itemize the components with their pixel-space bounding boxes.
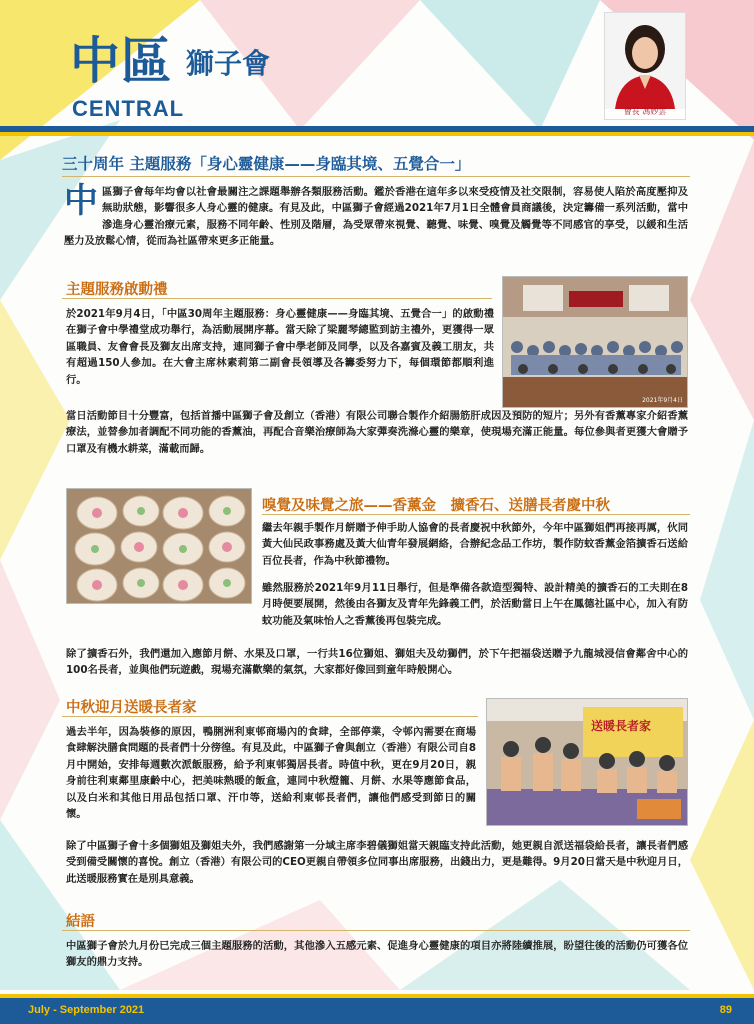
- photo-banner-text: 送暖長者家: [591, 719, 652, 733]
- divider: [62, 930, 690, 931]
- page-number: 89: [719, 1004, 732, 1016]
- section-title-mid-autumn: 中秋迎月送暖長者家: [66, 700, 197, 716]
- aroma-stones-photo: [66, 488, 252, 604]
- aroma-paragraph-1: 繼去年親手製作月餅贈予伸手助人協會的長者慶祝中秋節外，今年中區獅姐們再接再厲，伙同黃大仙民政事務處及黃大仙青年發展網絡，合辦紀念品工作坊，製作防蚊香薰金箔擴香石送給百位長者，作為中秋節禮物。: [262, 522, 688, 567]
- intro-text: 區獅子會每年均會以社會最關注之課題舉辦各類服務活動。鑑於香港在這年多以來受疫情及社交限制，容易使人陷於高度壓抑及無助狀態，影響很多人身心靈的健康。有見及此，中區獅子會經過2021年7月1日全體會員商議後，決定籌備一系列活動，當中滲進身心靈治療元素，服務不同年齡、性別及階層，為受眾帶來視覺、聽覺、味覺、嗅覺及觸覺等不同感官的享受，以緩和生活壓力及放鬆心情，從而為社區帶來更多正能量。: [64, 186, 688, 248]
- section-title-conclusion: 結語: [66, 914, 95, 930]
- aroma-paragraph-3: 除了擴香石外，我們還加入應節月餅、水果及口罩，一行共16位獅姐、獅姐夫及幼獅們，於下午把福袋送贈予九龍城浸信會鄰舍中心的100名長者，並與他們玩遊戲，現場充滿歡樂的氣氛，大家都好像回到童年時般開心。: [66, 648, 688, 677]
- dropcap: 中: [64, 181, 98, 221]
- section-header: [70, 32, 271, 90]
- launch-paragraph-1: 於2021年9月4日，「中區30周年主題服務：身心靈健康——身臨其境、五覺合一」的啟動禮在獅子會中學禮堂成功舉行，為活動展開序幕。當天除了梁麗琴總監到訪主禮外，更獲得一眾區職員、友會會長及獅友出席支持，連同獅子會中學老師及同學，以及各嘉賓及義工朋友，共有超過150人參加。在大會主席林素莉第二副會長領導及各籌委努力下，每個環節都順利進行。: [66, 308, 494, 386]
- aroma-paragraph-2-top: 雖然服務於2021年9月11日舉行，但是準備各款造型獨特、設計精美的擴香石的工夫則在8月時便要展開，然後由各獅友及青年先鋒義工們，於活動當日上午在鳳德社區中心，加入有防蚊功能及氣味怡人之香薰後再包裝完成。: [262, 582, 688, 627]
- elderly-service-photo: [486, 698, 688, 826]
- portrait-caption: 會長 馮妙雲: [623, 107, 667, 116]
- conclusion-paragraph: 中區獅子會於九月份已完成三個主題服務的活動，其他滲入五感元素、促進身心靈健康的項目亦將陸續推展，盼望往後的活動仍可獲各位獅友的鼎力支持。: [66, 940, 688, 969]
- portrait-image: [605, 13, 685, 109]
- president-portrait: [604, 12, 686, 120]
- district-title-en: CENTRAL: [72, 96, 185, 121]
- club-subtitle: 獅子會: [186, 47, 271, 80]
- launch-paragraph-2: 當日活動節目十分豐富，包括首播中區獅子會及創立（香港）有限公司聯合製作介紹腸筋肝成因及預防的短片；另外有香薰專家介紹香薰療法，並替參加者調配不同功能的香薰油，再配合音樂治療師為大家彈奏洗滌心靈的樂章，使現場充滿正能量。每位參與者更獲大會贈予口罩及有機水耕菜，滿載而歸。: [66, 410, 688, 455]
- issue-date: July - September 2021: [28, 1004, 145, 1016]
- divider: [62, 298, 492, 299]
- mid-autumn-paragraph-2: 除了中區獅子會十多個獅姐及獅姐夫外，我們感謝第一分域主席李碧儀獅姐當天親臨支持此活動，她更親自派送福袋給長者，讓長者們感受到備受關懷的喜悅。創立（香港）有限公司的CEO更親自帶領多位同事出席服務，出錢出力，更是難得。9月20日當天是中秋迎月日，此送暖服務實在是別具意義。: [66, 840, 688, 885]
- intro-paragraph: [64, 181, 688, 250]
- district-title: 中區: [70, 32, 172, 90]
- mid-autumn-paragraph-1: 過去半年，因為裝修的原因，鴨脷洲利東邨商場內的食肆，全部停業，令邨內需要在商場食肆解決膳食問題的長者們十分徬徨。有見及此，中區獅子會與創立（香港）有限公司自8月中開始，安排每週數次派飯服務，給予利東邨獨居長者。時值中秋，更在9月20日，親身前往利東鄰里康齡中心，把美味熱暖的飯盒，連同中秋燈籠、月餅、水果等應節食品，以及白米和其他日用品包括口罩、汗巾等，送給利東邨長者們，讓他們感受到節日的關懷。: [66, 726, 476, 821]
- launch-ceremony-photo: [502, 276, 688, 408]
- photo-date-stamp: 2021年9月4日: [642, 397, 683, 404]
- article-title: 三十周年 主題服務「身心靈健康——身臨其境、五覺合一」: [62, 155, 471, 173]
- section-title-aroma: 嗅覺及味覺之旅——香薰金 擴香石、送膳長者慶中秋: [262, 498, 610, 514]
- divider: [62, 176, 690, 177]
- header-accent-bar: [0, 132, 754, 136]
- section-title-launch: 主題服務啟動禮: [66, 282, 168, 298]
- divider: [62, 716, 478, 717]
- divider: [262, 514, 690, 515]
